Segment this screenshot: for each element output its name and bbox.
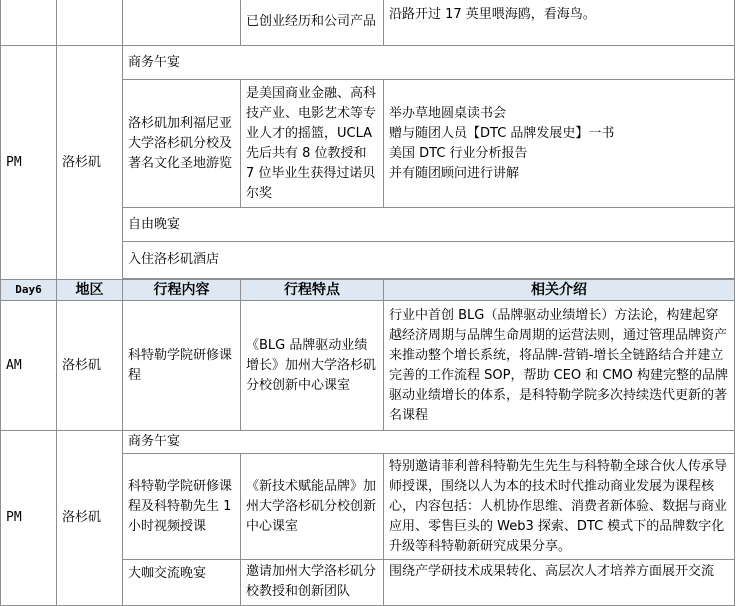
period-cell: AM [1,301,57,431]
location-cell: 洛杉矶 [57,46,123,280]
location-cell: 洛杉矶 [57,431,123,606]
hotel-row: 入住洛杉矶酒店 [123,242,735,279]
intro-line: 并有随团顾问进行讲解 [389,165,520,181]
header-day: Day6 [1,280,57,301]
intro-cell: 围绕产学研技术成果转化、高层次人才培养方面展开交流 [384,560,735,606]
intro-line: 赠与随团人员【DTC 品牌发展史】一书 [389,125,615,141]
period-cell: PM [1,46,57,280]
table-row [1,431,735,454]
table-row [1,46,735,80]
lunch-row: 商务午宴 [123,431,735,454]
feature-cell: 是美国商业金融、高科技产业、电影艺术等专业人才的摇篮，UCLA 先后共有 8 位教授和 7 位毕业生获得过诺贝尔奖 [241,80,384,208]
content-cell [123,0,241,46]
intro-cell: 行业中首创 BLG（品牌驱动业绩增长）方法论，构建起穿越经济周期与品牌生命周期的运营法则，通过管理品牌资产来推动整个增长系统，将品牌-营销-增长全链路结合并建立完善的工作流程 SOP，帮助 CEO 和 CMO 构建完整的品牌驱动业绩增长的体系，是科特勒学院多次持续迭代更新的著名课程 [384,301,735,431]
content-cell: 大咖交流晚宴 [123,560,241,606]
intro-line: 举办草地圆桌读书会 [389,105,507,121]
header-intro: 相关介绍 [384,280,735,301]
feature-cell: 《BLG 品牌驱动业绩增长》加州大学洛杉矶分校创新中心课室 [241,301,384,431]
intro-cell: 沿路开过 17 英里喂海鸥，看海鸟。 [384,0,735,46]
intro-cell: 特别邀请菲利普科特勒先生先生与科特勒全球合伙人传承导师授课，围绕以人为本的技术时代推动商业发展为课程核心，内容包括：人机协作思维、消费者新体验、数据与商业应用、零售巨头的 Web3 探索、DTC 模式下的品牌数字化升级等科特勒新研究成果分享。 [384,454,735,560]
lunch-row: 商务午宴 [123,46,735,80]
period-cell: PM [1,431,57,606]
feature-cell: 邀请加州大学洛杉矶分校教授和创新团队 [241,560,384,606]
header-content: 行程内容 [123,280,241,301]
table-row [1,0,735,46]
header-location: 地区 [57,280,123,301]
location-cell [57,0,123,46]
header-feature: 行程特点 [241,280,384,301]
dinner-row: 自由晚宴 [123,208,735,242]
header-row [1,280,735,301]
period-cell [1,0,57,46]
intro-line: 美国 DTC 行业分析报告 [389,145,528,161]
intro-cell [384,80,735,208]
content-cell: 科特勒学院研修课程 [123,301,241,431]
feature-cell: 已创业经历和公司产品 [241,0,384,46]
content-cell: 洛杉矶加利福尼亚大学洛杉矶分校及著名文化圣地游览 [123,80,241,208]
content-cell: 科特勒学院研修课程及科特勒先生 1 小时视频授课 [123,454,241,560]
location-cell: 洛杉矶 [57,301,123,431]
feature-cell: 《新技术赋能品牌》加州大学洛杉矶分校创新中心课室 [241,454,384,560]
table-row [1,301,735,431]
